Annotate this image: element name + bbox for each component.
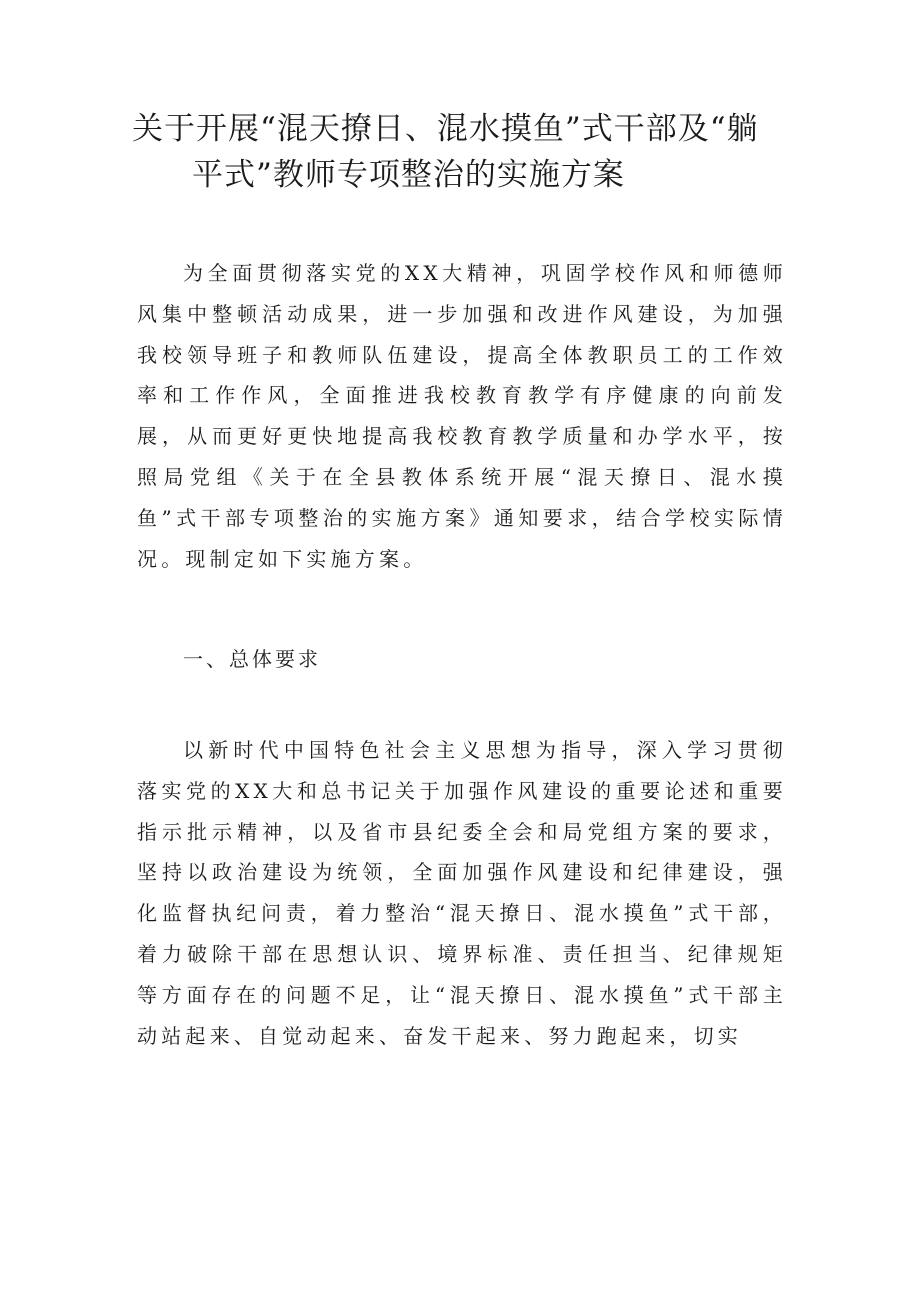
document-title — [132, 106, 792, 198]
intro-paragraph: 为全面贯彻落实党的XX大精神，巩固学校作风和师德师风集中整顿活动成果，进一步加强和改进作风建设，为加强我校领导班子和教师队伍建设，提高全体教职员工的工作效率和工作作风，全面推进我校教育教学有序健康的向前发展，从而更好更快地提高我校教育教学质量和办学水平，按照局党组《关于在全县教体系统开展“混天撩日、混水摸鱼”式干部专项整治的实施方案》通知要求，结合学校实际情况。现制定如下实施方案。 — [137, 261, 787, 571]
title-line-2: 平式”教师专项整治的实施方案 — [192, 157, 625, 193]
section-heading-general-requirements: 一、总体要求 — [183, 647, 321, 671]
title-line-1: 关于开展“混天撩日、混水摸鱼”式干部及“躺 — [132, 111, 759, 147]
general-requirements-paragraph: 以新时代中国特色社会主义思想为指导，深入学习贯彻落实党的XX大和总书记关于加强作风建设的重要论述和重要指示批示精神，以及省市县纪委全会和局党组方案的要求，坚持以政治建设为统领，全面加强作风建设和纪律建设，强化监督执纪问责，着力整治“混天撩日、混水摸鱼”式干部，着力破除干部在思想认识、境界标准、责任担当、纪律规矩等方面存在的问题不足，让“混天撩日、混水摸鱼”式干部主动站起来、自觉动起来、奋发干起来、努力跑起来，切实 — [137, 738, 787, 1048]
